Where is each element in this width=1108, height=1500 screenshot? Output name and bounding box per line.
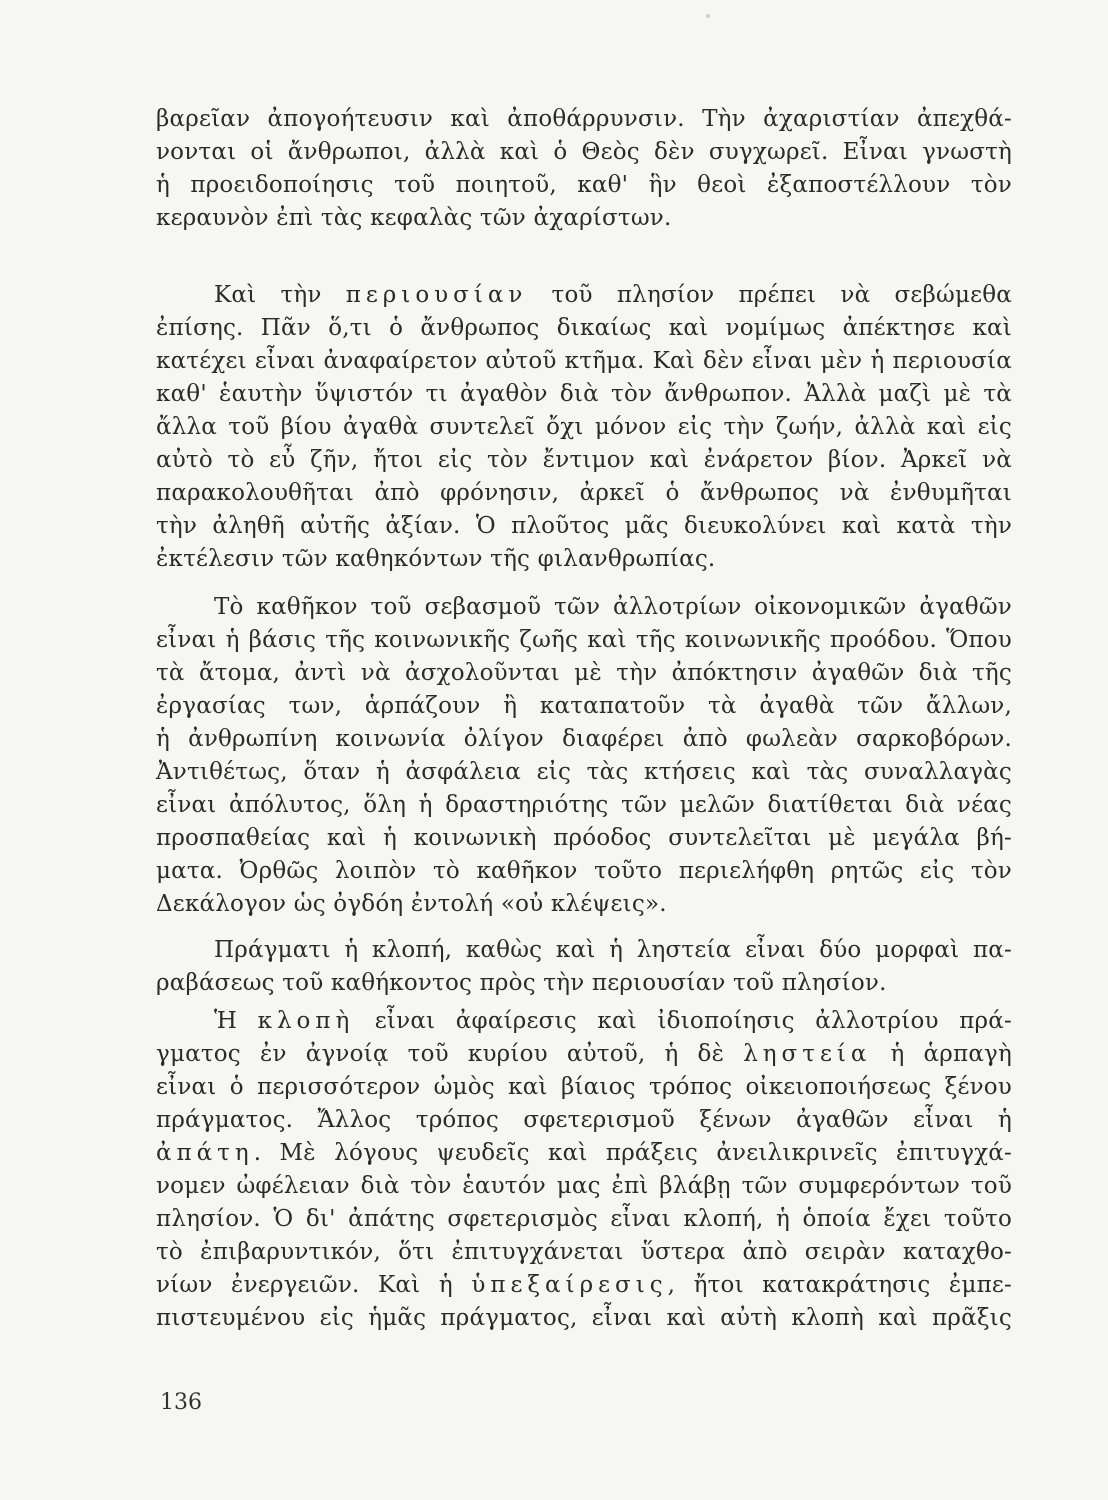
text-line: εἶναι ἀπόλυτος, ὅλη ἡ δραστηριότης τῶν μελῶν διατίθεται διὰ νέας — [156, 792, 1012, 818]
text-line: ἐπίσης. Πᾶν ὅ,τι ὁ ἄνθρωπος δικαίως καὶ νομίμως ἀπέκτησε καὶ — [156, 315, 1012, 341]
text-segment: γματος ἐν ἀγνοίᾳ τοῦ κυρίου αὐτοῦ, ἡ δὲ — [156, 1041, 744, 1067]
text-line: εἶναι ὁ περισσότερον ὠμὸς καὶ βίαιος τρόπος οἰκειοποιήσεως ξένου — [156, 1074, 1012, 1100]
text-line: ἐκτέλεσιν τῶν καθηκόντων τῆς φιλανθρωπίας. — [156, 546, 716, 572]
text-line: πιστευμένου εἰς ἡμᾶς πράγματος, εἶναι καὶ αὐτὴ κλοπὴ καὶ πρᾶξις — [156, 1305, 1012, 1331]
scan-speck — [706, 14, 710, 18]
emphasized-term: ἀπάτη — [156, 1140, 254, 1166]
text-line: Ἀντιθέτως, ὅταν ἡ ἀσφάλεια εἰς τὰς κτήσεις καὶ τὰς συναλλαγὰς — [156, 759, 1012, 785]
text-line: κεραυνὸν ἐπὶ τὰς κεφαλὰς τῶν ἀχαρίστων. — [156, 205, 672, 231]
text-line: καθ' ἑαυτὴν ὕψιστόν τι ἀγαθὸν διὰ τὸν ἄνθρωπον. Ἀλλὰ μαζὶ μὲ τὰ — [156, 381, 1012, 407]
text-line: τὰ ἄτομα, ἀντὶ νὰ ἀσχολοῦνται μὲ τὴν ἀπόκτησιν ἀγαθῶν διὰ τῆς — [156, 660, 1012, 686]
text-line: τὸ ἐπιβαρυντικόν, ὅτι ἐπιτυγχάνεται ὕστερα ἀπὸ σειρὰν καταχθο- — [156, 1239, 1012, 1265]
text-line — [156, 1269, 1012, 1302]
text-line: νονται οἱ ἄνθρωποι, ἀλλὰ καὶ ὁ Θεὸς δὲν συγχωρεῖ. Εἶναι γνωστὴ — [156, 139, 1012, 165]
text-segment: . Μὲ λόγους ψευδεῖς καὶ πράξεις ἀνειλικρινεῖς ἐπιτυγχά- — [253, 1140, 1012, 1166]
emphasized-term: κλοπὴ — [257, 1008, 355, 1034]
text-line: ματα. Ὀρθῶς λοιπὸν τὸ καθῆκον τοῦτο περιελήφθη ρητῶς εἰς τὸν — [156, 858, 1012, 884]
text-line: ραβάσεως τοῦ καθήκοντος πρὸς τὴν περιουσίαν τοῦ πλησίον. — [156, 970, 887, 996]
text-segment: τοῦ πλησίον πρέπει νὰ σεβώμεθα — [527, 282, 1012, 308]
text-line — [214, 279, 1012, 312]
text-line: εἶναι ἡ βάσις τῆς κοινωνικῆς ζωῆς καὶ τῆς κοινωνικῆς προόδου. Ὅπου — [156, 627, 1012, 653]
text-line: παρακολουθῆται ἀπὸ φρόνησιν, ἀρκεῖ ὁ ἄνθρωπος νὰ ἐνθυμῆται — [156, 480, 1012, 506]
text-line: ἐργασίας των, ἁρπάζουν ἢ καταπατοῦν τὰ ἀγαθὰ τῶν ἄλλων, — [156, 693, 1012, 719]
text-line: Τὸ καθῆκον τοῦ σεβασμοῦ τῶν ἀλλοτρίων οἰκονομικῶν ἀγαθῶν — [214, 594, 1012, 620]
text-line: νομεν ὠφέλειαν διὰ τὸν ἑαυτόν μας ἐπὶ βλάβῃ τῶν συμφερόντων τοῦ — [156, 1173, 1012, 1199]
text-segment: ἡ ἁρπαγὴ — [871, 1041, 1012, 1067]
text-line: ἄλλα τοῦ βίου ἀγαθὰ συντελεῖ ὄχι μόνον εἰς τὴν ζωήν, ἀλλὰ καὶ εἰς — [156, 414, 1012, 440]
emphasized-term: περιουσίαν — [345, 282, 528, 308]
text-segment: , ἤτοι κατακράτησις ἐμπε- — [667, 1272, 1012, 1298]
text-line: ἡ προειδοποίησις τοῦ ποιητοῦ, καθ' ἣν θεοὶ ἐξαποστέλλουν τὸν — [156, 172, 1012, 198]
text-line: Πράγματι ἡ κλοπή, καθὼς καὶ ἡ ληστεία εἶναι δύο μορφαὶ πα- — [214, 937, 1012, 963]
text-segment: νίων ἐνεργειῶν. Καὶ ἡ — [156, 1272, 472, 1298]
text-line: τὴν ἀληθῆ αὐτῆς ἀξίαν. Ὁ πλοῦτος μᾶς διευκολύνει καὶ κατὰ τὴν — [156, 513, 1012, 539]
text-line: βαρεῖαν ἀπογοήτευσιν καὶ ἀποθάρρυνσιν. Τὴν ἀχαριστίαν ἀπεχθά- — [156, 106, 1012, 132]
text-segment: Ἡ — [214, 1008, 258, 1034]
emphasized-term: ληστεία — [743, 1041, 872, 1067]
text-segment: εἶναι ἀφαίρεσις καὶ ἰδιοποίησις ἀλλοτρίου πρά- — [354, 1008, 1012, 1034]
text-line — [156, 1038, 1012, 1071]
text-line: πράγματος. Ἄλλος τρόπος σφετερισμοῦ ξένων ἀγαθῶν εἶναι ἡ — [156, 1107, 1012, 1133]
text-line: κατέχει εἶναι ἀναφαίρετον αὐτοῦ κτῆμα. Καὶ δὲν εἶναι μὲν ἡ περιουσία — [156, 348, 1012, 374]
text-line — [156, 1137, 1012, 1170]
text-segment: Καὶ τὴν — [214, 282, 346, 308]
text-line — [214, 1005, 1012, 1038]
text-line: ἡ ἀνθρωπίνη κοινωνία ὀλίγον διαφέρει ἀπὸ φωλεὰν σαρκοβόρων. — [156, 726, 1012, 752]
text-line: πλησίον. Ὁ δι' ἀπάτης σφετερισμὸς εἶναι κλοπή, ἡ ὁποία ἔχει τοῦτο — [156, 1206, 1012, 1232]
emphasized-term: ὑπεξαίρεσις — [471, 1272, 668, 1298]
text-line: αὐτὸ τὸ εὖ ζῆν, ἤτοι εἰς τὸν ἔντιμον καὶ ἐνάρετον βίον. Ἀρκεῖ νὰ — [156, 447, 1012, 473]
page-number: 136 — [160, 1390, 202, 1415]
text-line: Δεκάλογον ὡς ὀγδόη ἐντολή «οὐ κλέψεις». — [156, 891, 667, 917]
text-line: προσπαθείας καὶ ἡ κοινωνικὴ πρόοδος συντελεῖται μὲ μεγάλα βή- — [156, 825, 1012, 851]
